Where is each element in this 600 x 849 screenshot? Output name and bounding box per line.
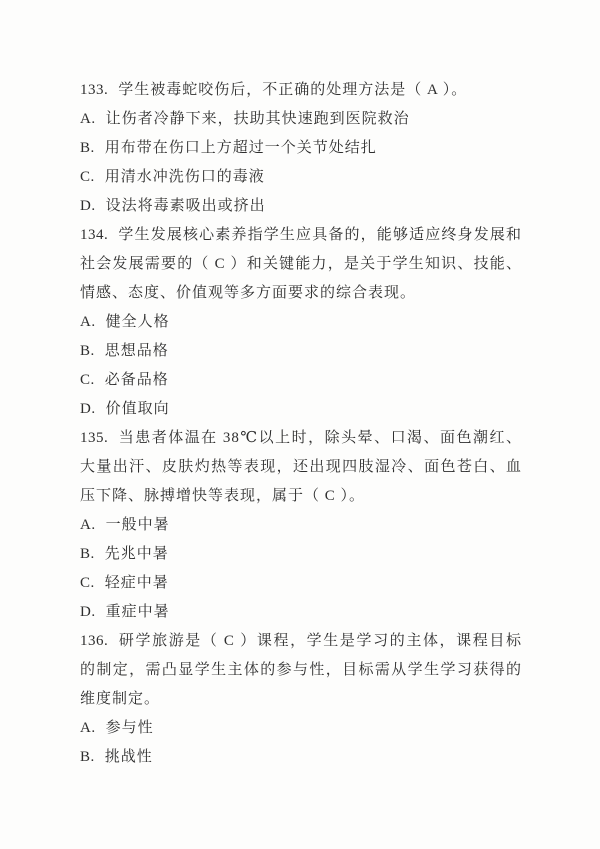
question-135-option-c: [80, 569, 522, 598]
question-135-number: 135.: [80, 430, 109, 446]
option-label: B.: [80, 140, 95, 156]
option-label: D.: [80, 198, 96, 214]
question-136-text: 研学旅游是（ C ）课程，学生是学习的主体，课程目标的制定，需凸显学生主体的参与性，目标需从学生学习获得的维度制定。: [80, 633, 522, 707]
question-133-text: 学生被毒蛇咬伤后，不正确的处理方法是（ A ）。: [118, 82, 468, 98]
question-133-option-a: [80, 105, 522, 134]
question-133-stem: [80, 76, 522, 105]
question-block-136: [80, 627, 522, 772]
question-134-stem: [80, 221, 522, 308]
question-135-text: 当患者体温在 38℃以上时，除头晕、口渴、面色潮红、大量出汗、皮肤灼热等表现，还出现四肢湿冷、面色苍白、血压下降、脉搏增快等表现，属于（ C ）。: [80, 430, 522, 504]
question-134-text: 学生发展核心素养指学生应具备的，能够适应终身发展和社会发展需要的（ C ）和关键能力，是关于学生知识、技能、情感、态度、价值观等多方面要求的综合表现。: [80, 227, 522, 301]
question-block-133: [80, 76, 522, 221]
option-text: 让伤者冷静下来，扶助其快速跑到医院救治: [105, 111, 410, 127]
option-label: C.: [80, 372, 95, 388]
question-block-134: [80, 221, 522, 424]
question-134-option-c: [80, 366, 522, 395]
option-label: D.: [80, 401, 96, 417]
option-text: 轻症中暑: [104, 575, 169, 591]
option-label: C.: [80, 169, 95, 185]
option-text: 一般中暑: [105, 517, 170, 533]
question-136-option-b: [80, 743, 522, 772]
option-label: B.: [80, 546, 95, 562]
question-135-option-a: [80, 511, 522, 540]
question-133-option-d: [80, 192, 522, 221]
option-text: 用布带在伤口上方超过一个关节处结扎: [104, 140, 377, 156]
question-134-number: 134.: [80, 227, 109, 243]
question-134-option-a: [80, 308, 522, 337]
question-135-stem: [80, 424, 522, 511]
option-text: 重症中暑: [105, 604, 170, 620]
option-text: 参与性: [105, 720, 154, 736]
option-text: 挑战性: [104, 749, 153, 765]
question-134-option-b: [80, 337, 522, 366]
question-133-option-b: [80, 134, 522, 163]
option-label: A.: [80, 720, 96, 736]
question-133-option-c: [80, 163, 522, 192]
option-text: 价值取向: [105, 401, 170, 417]
question-135-option-b: [80, 540, 522, 569]
option-label: D.: [80, 604, 96, 620]
question-136-number: 136.: [80, 633, 109, 649]
question-133-number: 133.: [80, 82, 109, 98]
option-text: 必备品格: [104, 372, 169, 388]
question-block-135: [80, 424, 522, 627]
option-text: 先兆中暑: [104, 546, 169, 562]
option-label: C.: [80, 575, 95, 591]
option-label: A.: [80, 111, 96, 127]
option-text: 用清水冲洗伤口的毒液: [104, 169, 265, 185]
option-label: B.: [80, 749, 95, 765]
option-label: B.: [80, 343, 95, 359]
question-134-option-d: [80, 395, 522, 424]
option-label: A.: [80, 314, 96, 330]
option-text: 思想品格: [104, 343, 169, 359]
option-text: 健全人格: [105, 314, 170, 330]
question-136-option-a: [80, 714, 522, 743]
option-label: A.: [80, 517, 96, 533]
question-136-stem: [80, 627, 522, 714]
question-135-option-d: [80, 598, 522, 627]
option-text: 设法将毒素吸出或挤出: [105, 198, 266, 214]
